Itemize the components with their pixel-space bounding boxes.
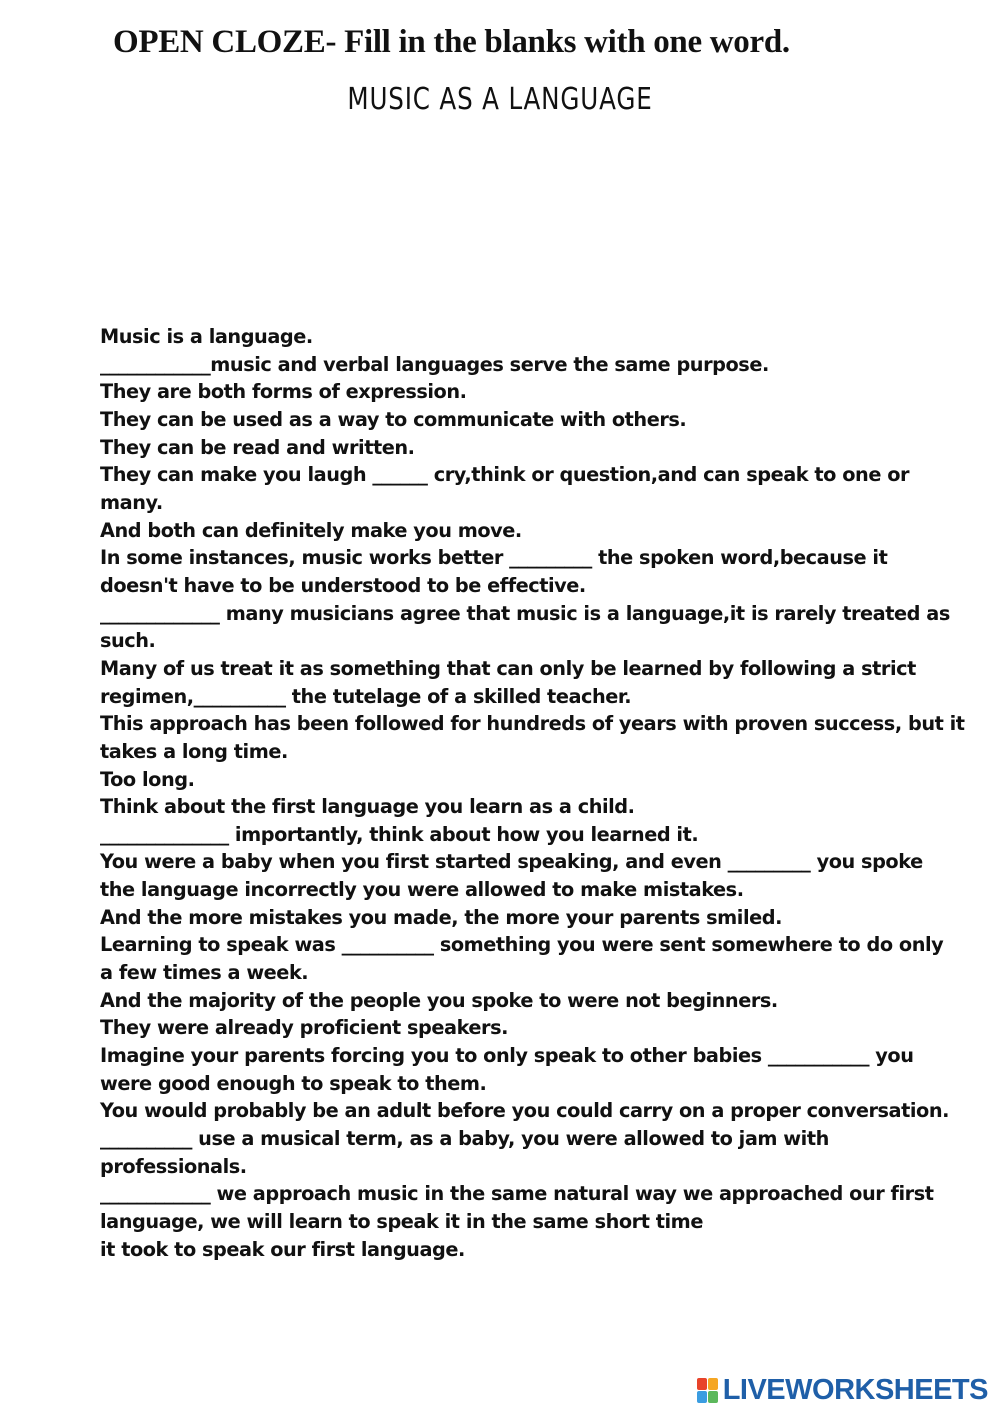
passage-line: the language incorrectly you were allowed to make mistakes. — [100, 878, 744, 902]
passage-line: a few times a week. — [100, 961, 309, 985]
passage-line: They can make you laugh ______ cry,think or question,and can speak to one or — [100, 463, 910, 487]
passage-line: They can be used as a way to communicate with others. — [100, 407, 687, 431]
liveworksheets-footer — [697, 1374, 988, 1407]
passage-line: professionals. — [100, 1154, 247, 1178]
passage-line: And the more mistakes you made, the more your parents smiled. — [100, 905, 782, 929]
worksheet-title: OPEN CLOZE- Fill in the blanks with one word. — [113, 24, 790, 60]
passage-line: Imagine your parents forcing you to only speak to other babies ___________ you — [100, 1044, 914, 1068]
passage-line: They are both forms of expression. — [100, 380, 467, 404]
passage-line: They can be read and written. — [100, 435, 415, 459]
passage-line: Think about the first language you learn as a child. — [100, 795, 635, 819]
passage-line: were good enough to speak to them. — [100, 1071, 487, 1095]
worksheet-subtitle: MUSIC AS A LANGUAGE — [347, 82, 653, 117]
passage-line: In some instances, music works better _________ the spoken word,because it — [100, 546, 888, 570]
passage-line: ____________ we approach music in the same natural way we approached our first — [100, 1182, 934, 1206]
brand-name: LIVEWORKSHEETS — [722, 1374, 988, 1406]
passage-line: And both can definitely make you move. — [100, 518, 522, 542]
passage-line: Too long. — [100, 767, 195, 791]
passage-line: Learning to speak was __________ something you were sent somewhere to do only — [100, 933, 944, 957]
passage-line: __________ use a musical term, as a baby, you were allowed to jam with — [100, 1127, 829, 1151]
passage-line: Music is a language. — [100, 325, 313, 348]
passage-line: ____________music and verbal languages serve the same purpose. — [100, 352, 769, 376]
passage-line: takes a long time. — [100, 739, 288, 763]
passage-line: doesn't have to be understood to be effective. — [100, 573, 586, 597]
liveworksheets-logo-icon — [697, 1378, 719, 1404]
passage-line: ______________ importantly, think about how you learned it. — [100, 822, 699, 846]
passage-line: They were already proficient speakers. — [100, 1016, 509, 1040]
passage-line: many. — [100, 490, 163, 514]
passage-line: language, we will learn to speak it in the same short time — [100, 1210, 703, 1233]
passage-line: regimen,__________ the tutelage of a skilled teacher. — [100, 684, 632, 708]
passage-line: You would probably be an adult before you could carry on a proper conversation. — [100, 1099, 949, 1123]
passage-line: it took to speak our first language. — [100, 1237, 465, 1261]
passage-line: Many of us treat it as something that can only be learned by following a strict — [100, 656, 916, 680]
passage-line: such. — [100, 629, 156, 653]
passage-line: You were a baby when you first started speaking, and even _________ you spoke — [100, 850, 923, 874]
passage-line: _____________ many musicians agree that music is a language,it is rarely treated as — [100, 601, 950, 625]
passage-line: And the majority of the people you spoke to were not beginners. — [100, 988, 778, 1012]
cloze-passage — [100, 323, 980, 1263]
passage-line: This approach has been followed for hundreds of years with proven success, but it — [100, 712, 965, 736]
